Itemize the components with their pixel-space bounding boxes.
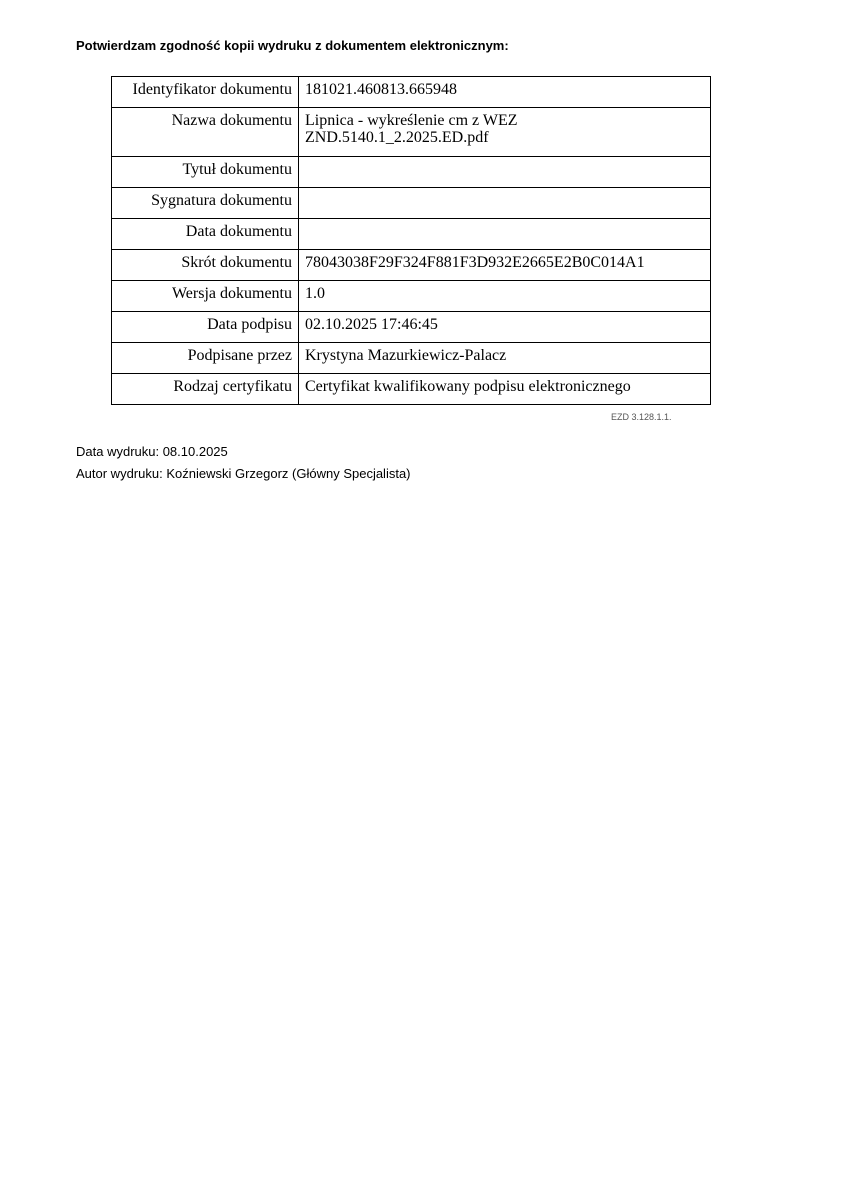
print-date: Data wydruku: 08.10.2025	[76, 444, 228, 459]
table-row	[112, 312, 711, 343]
table-row	[112, 343, 711, 374]
page-heading: Potwierdzam zgodność kopii wydruku z dokumentem elektronicznym:	[76, 38, 509, 53]
table-row	[112, 188, 711, 219]
table-row	[112, 281, 711, 312]
row-label-title: Tytuł dokumentu	[112, 157, 299, 188]
table-row	[112, 157, 711, 188]
row-label-signature-ref: Sygnatura dokumentu	[112, 188, 299, 219]
document-metadata-table	[111, 76, 711, 405]
row-label-signed-by: Podpisane przez	[112, 343, 299, 374]
row-value-document-date	[299, 219, 711, 250]
table-row	[112, 77, 711, 108]
row-label-signing-date: Data podpisu	[112, 312, 299, 343]
row-label-document-date: Data dokumentu	[112, 219, 299, 250]
row-label-certificate-type: Rodzaj certyfikatu	[112, 374, 299, 405]
row-label-identifier: Identyfikator dokumentu	[112, 77, 299, 108]
table-row	[112, 219, 711, 250]
table-row	[112, 108, 711, 157]
row-label-hash: Skrót dokumentu	[112, 250, 299, 281]
name-line-2: ZND.5140.1_2.2025.ED.pdf	[305, 129, 489, 146]
row-value-name	[299, 108, 711, 157]
system-version: EZD 3.128.1.1.	[611, 412, 672, 422]
print-author: Autor wydruku: Koźniewski Grzegorz (Główny Specjalista)	[76, 466, 411, 481]
table-row	[112, 250, 711, 281]
row-value-title	[299, 157, 711, 188]
row-value-version: 1.0	[299, 281, 711, 312]
row-value-signed-by: Krystyna Mazurkiewicz-Palacz	[299, 343, 711, 374]
row-value-identifier: 181021.460813.665948	[299, 77, 711, 108]
row-value-certificate-type: Certyfikat kwalifikowany podpisu elektronicznego	[299, 374, 711, 405]
name-line-1: Lipnica - wykreślenie cm z WEZ	[305, 112, 518, 129]
row-label-version: Wersja dokumentu	[112, 281, 299, 312]
row-value-hash: 78043038F29F324F881F3D932E2665E2B0C014A1	[299, 250, 711, 281]
table-row	[112, 374, 711, 405]
row-value-signature-ref	[299, 188, 711, 219]
row-value-signing-date: 02.10.2025 17:46:45	[299, 312, 711, 343]
row-label-name: Nazwa dokumentu	[112, 108, 299, 157]
